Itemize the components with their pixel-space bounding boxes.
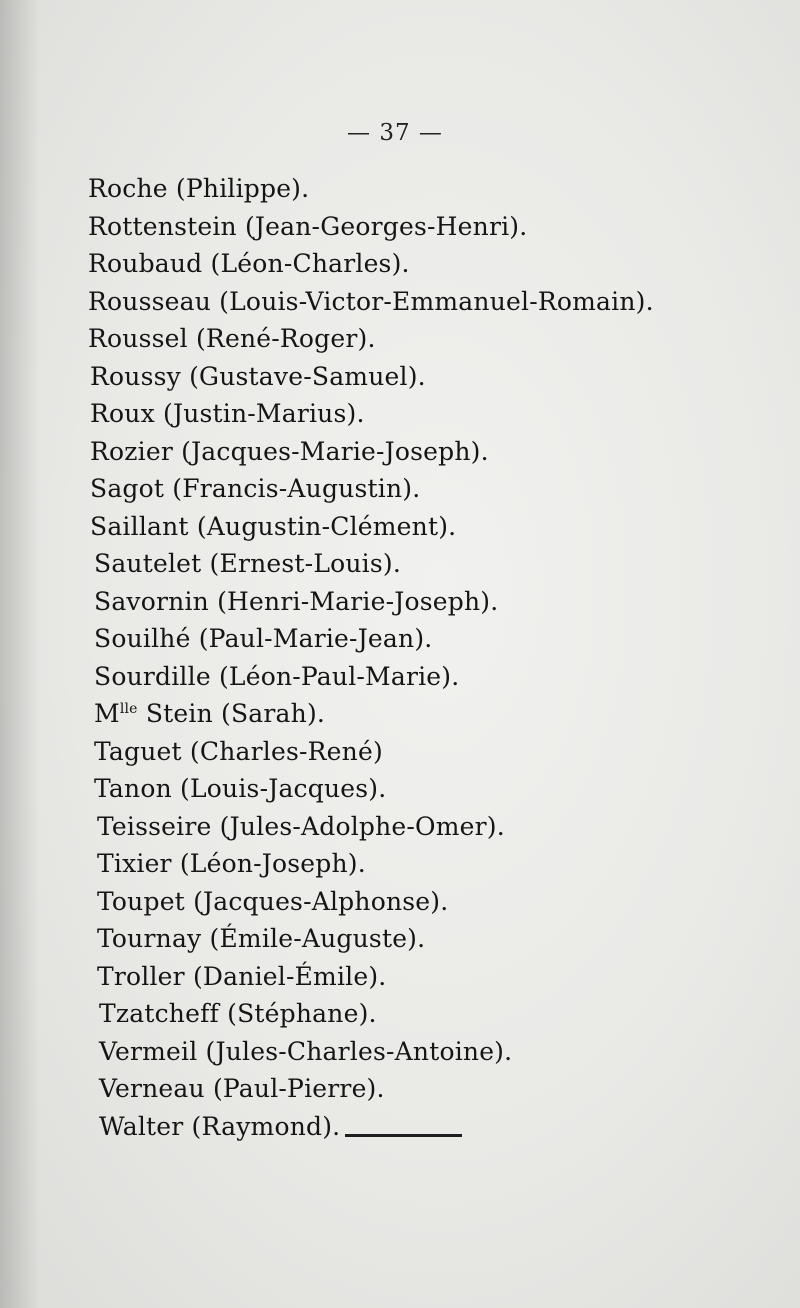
- list-item: Savornin (Henri-Marie-Joseph).: [94, 586, 499, 616]
- list-item: Taguet (Charles-René): [94, 736, 383, 766]
- title-prefix-base: M: [94, 699, 120, 728]
- list-item: Saillant (Augustin-Clément).: [90, 511, 457, 541]
- name-list: [88, 170, 778, 1145]
- list-item: Sagot (Francis-Augustin).: [90, 474, 421, 503]
- list-item: Walter (Raymond).: [99, 1111, 341, 1141]
- list-item: Roubaud (Léon-Charles).: [88, 249, 410, 278]
- list-item: Souilhé (Paul-Marie-Jean).: [94, 624, 433, 653]
- list-item: Verneau (Paul-Pierre).: [99, 1074, 385, 1103]
- list-item-stein: [88, 695, 778, 733]
- list-item: Sourdille (Léon-Paul-Marie).: [94, 661, 460, 691]
- end-rule-divider: [345, 1134, 462, 1137]
- list-item: Rozier (Jacques-Marie-Joseph).: [90, 436, 489, 466]
- title-prefix-superscript: lle: [119, 701, 138, 717]
- list-item: Teisseire (Jules-Adolphe-Omer).: [97, 811, 505, 841]
- list-item: Tixier (Léon-Joseph).: [97, 849, 366, 878]
- list-item: Tzatcheff (Stéphane).: [99, 999, 377, 1028]
- list-item: Roussel (René-Roger).: [88, 324, 376, 353]
- list-item-text: Stein (Sarah).: [145, 699, 326, 728]
- list-item: Tanon (Louis-Jacques).: [94, 774, 387, 803]
- list-item: Rottenstein (Jean-Georges-Henri).: [88, 211, 528, 241]
- list-item: Rousseau (Louis-Victor-Emmanuel-Romain).: [88, 286, 654, 316]
- list-item: Sautelet (Ernest-Louis).: [94, 549, 402, 578]
- list-item: Vermeil (Jules-Charles-Antoine).: [99, 1036, 513, 1066]
- list-item: Troller (Daniel-Émile).: [97, 961, 387, 991]
- list-item: Roux (Justin-Marius).: [90, 399, 365, 428]
- list-item: Roussy (Gustave-Samuel).: [90, 361, 426, 391]
- page-number: — 37 —: [347, 120, 443, 146]
- title-prefix: [94, 699, 138, 728]
- list-item: Toupet (Jacques-Alphonse).: [97, 886, 449, 916]
- list-item: Tournay (Émile-Auguste).: [97, 924, 426, 953]
- list-item: Roche (Philippe).: [88, 174, 310, 203]
